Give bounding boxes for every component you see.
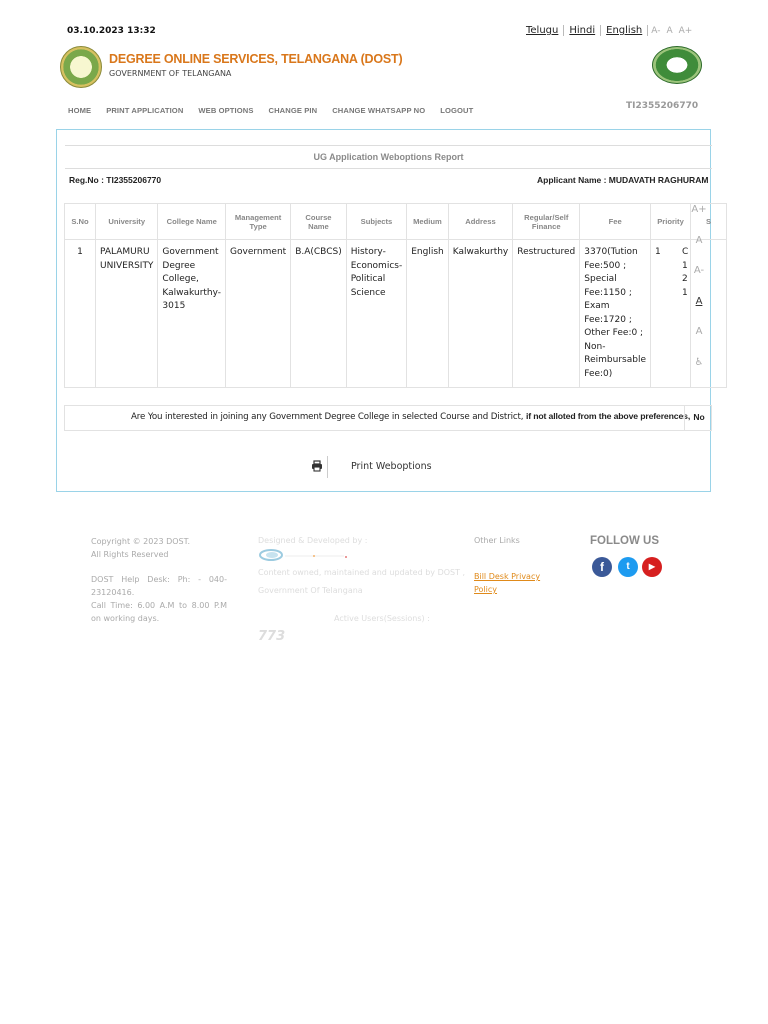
join-question-bold: if not alloted from the above preferences, [525,411,691,421]
content-owner-text: Content owned, maintained and updated by DOST , [258,568,466,577]
clipped-value: C [682,247,689,257]
a11y-font-reset[interactable]: A [695,234,703,246]
language-english-link[interactable]: English [601,25,648,36]
col-sno: S.No [65,204,96,240]
active-users-label: Active Users(Sessions) : [334,614,430,623]
table-row [65,240,727,388]
twitter-icon[interactable]: t [618,557,638,577]
cell-finance: Restructured [513,240,580,388]
follow-us-heading: FOLLOW US [590,535,659,547]
cell-subjects: History-Economics-Political Science [346,240,407,388]
billdesk-link-line2[interactable]: Policy [474,585,498,594]
language-hindi-link[interactable]: Hindi [564,25,601,36]
nav-change-pin[interactable]: CHANGE PIN [268,106,318,115]
join-answer: No [684,405,713,431]
font-decrease-button[interactable]: A- [651,25,661,36]
site-title: DEGREE ONLINE SERVICES, TELANGANA (DOST) [109,52,403,66]
accessibility-toolbar [690,204,708,387]
nav-home[interactable]: HOME [68,106,92,115]
col-medium: Medium [407,204,449,240]
cell-fee: 3370(Tution Fee:500 ; Special Fee:1150 ; Exam Fee:1720 ; Other Fee:0 ; Non-Reimbursable Fee:0) [580,240,651,388]
youtube-icon[interactable]: ▶ [642,557,662,577]
clipped-value: 2 [682,274,688,284]
cell-address: Kalwakurthy [448,240,513,388]
nav-reg-number: TI2355206770 [626,101,699,111]
col-college: College Name [158,204,226,240]
govt-text: Government Of Telangana [258,585,363,595]
footer-copyright [91,536,190,561]
telangana-emblem-logo [652,46,702,84]
cell-course: B.A(CBCS) [291,240,347,388]
col-management: Management Type [226,204,291,240]
col-finance: Regular/Self Finance [513,204,580,240]
report-title: UG Application Weboptions Report [65,145,712,169]
nav-logout[interactable]: LOGOUT [440,106,474,115]
clipped-column-values [682,246,688,300]
language-telugu-link[interactable]: Telugu [526,25,564,36]
main-nav [68,106,488,115]
billdesk-privacy-link[interactable] [474,570,540,596]
cell-management: Government [226,240,291,388]
a11y-font-decrease[interactable]: A- [693,265,705,276]
weboptions-table [64,203,727,388]
cell-college: Government Degree College, Kalwakurthy-3015 [158,240,226,388]
billdesk-link-line1[interactable]: Bill Desk Privacy [474,572,541,581]
applicant-name: Applicant Name : MUDAVATH RAGHURAM [537,175,709,185]
nav-web-options[interactable]: WEB OPTIONS [198,106,254,115]
col-priority: Priority [651,204,691,240]
col-university: University [96,204,158,240]
cell-university: PALAMURU UNIVERSITY [96,240,158,388]
cell-medium: English [407,240,449,388]
facebook-icon[interactable]: f [592,557,612,577]
col-address: Address [448,204,513,240]
site-subtitle: GOVERNMENT OF TELANGANA [109,69,232,78]
nav-change-whatsapp[interactable]: CHANGE WHATSAPP NO [332,106,426,115]
join-question [131,411,690,422]
nav-print-application[interactable]: PRINT APPLICATION [106,106,184,115]
language-bar [526,25,695,36]
a11y-font-increase[interactable]: A+ [691,204,707,215]
footer-helpdesk [91,573,227,625]
content-owner [258,567,465,597]
developer-logo [259,548,359,562]
registration-number: Reg.No : TI2355206770 [69,175,162,185]
a11y-contrast[interactable]: A [695,326,703,337]
dost-logo[interactable] [60,46,102,88]
active-users-count: 773 [258,629,286,644]
col-subjects: Subjects [346,204,407,240]
printer-icon[interactable] [311,460,323,472]
print-weboptions-label[interactable]: Print Weboptions [351,461,432,472]
table-header-row [65,204,727,240]
clipped-value: 1 [682,260,688,271]
font-increase-button[interactable]: A+ [678,25,693,36]
helpdesk-text: DOST Help Desk: Ph: - 040-23120416. [91,575,227,597]
cell-sno: 1 [65,240,96,388]
calltime-text: Call Time: 6.00 A.M to 8.00 P.M on working days. [91,601,227,623]
a11y-underline[interactable]: A [695,295,703,307]
cell-priority: 1 [651,240,691,388]
join-question-text: Are You interested in joining any Government Degree College in selected Course and District, [131,412,524,422]
designed-by: Designed & Developed by : [258,536,368,545]
col-clipped: S [691,204,727,240]
font-normal-button[interactable]: A [666,25,673,36]
rights-text: All Rights Reserved [91,549,169,559]
copyright-text: Copyright © 2023 DOST. [91,537,191,546]
print-separator [327,456,328,478]
col-course: Course Name [291,204,347,240]
clipped-value: 1 [682,287,688,298]
accessibility-icon[interactable]: ♿ [694,356,704,368]
other-links-heading: Other Links [474,536,520,545]
datetime: 03.10.2023 13:32 [67,26,156,36]
col-fee: Fee [580,204,651,240]
